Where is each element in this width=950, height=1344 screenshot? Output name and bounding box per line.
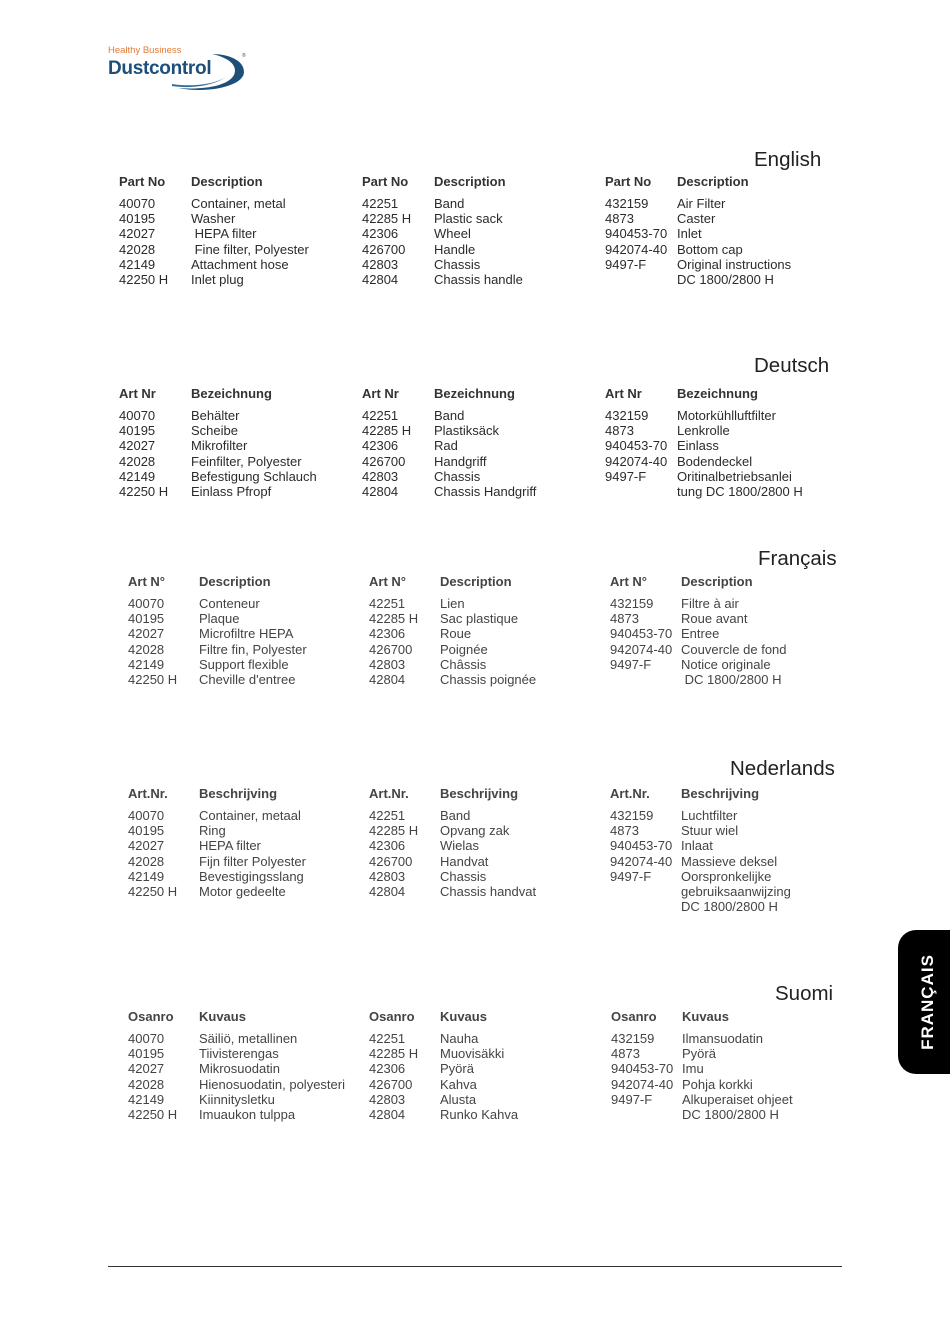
part-number: 42149: [119, 468, 156, 484]
footer-divider: [108, 1266, 842, 1267]
part-number: 42803: [369, 656, 406, 672]
part-number: 9497-F: [611, 1091, 653, 1107]
part-number-header: Art Nr: [362, 386, 399, 401]
logo-name: Dustcontrol: [108, 58, 212, 79]
part-description: Imuaukon tulppa: [199, 1106, 296, 1122]
part-description: Einlass: [677, 438, 719, 454]
description-header: Bezeichnung: [677, 386, 758, 401]
part-description: Motorkühlluftfilter: [677, 408, 776, 423]
part-number-header: Art N°: [369, 574, 406, 589]
part-number: 42285 H: [369, 823, 419, 839]
part-description: HEPA filter: [191, 226, 257, 242]
part-description: DC 1800/2800 H: [681, 671, 782, 687]
part-number: 4873: [605, 211, 634, 227]
description-header: Kuvaus: [199, 1009, 246, 1024]
logo-tagline: Healthy Business: [108, 45, 182, 56]
part-description: DC 1800/2800 H: [681, 899, 778, 915]
part-number: 940453-70: [610, 838, 673, 854]
part-number-header: Osanro: [611, 1009, 657, 1024]
part-number: 42250 H: [119, 483, 169, 499]
part-number: 42028: [119, 453, 156, 469]
part-number: 42027: [119, 438, 156, 454]
description-header: Bezeichnung: [191, 386, 272, 401]
part-number: 4873: [611, 1046, 640, 1062]
part-number: 40070: [119, 408, 156, 423]
part-number: 42306: [362, 438, 399, 454]
section-title: Deutsch: [754, 354, 830, 377]
part-number: 42285 H: [362, 211, 412, 227]
part-description: Kiinnitysletku: [199, 1091, 275, 1107]
part-description: Hienosuodatin, polyesteri: [199, 1076, 345, 1092]
part-description: Befestigung Schlauch: [191, 468, 317, 484]
part-number: 42285 H: [369, 1046, 419, 1062]
part-number: 432159: [611, 1031, 655, 1046]
part-number: 42027: [128, 838, 165, 854]
part-description: Wielas: [440, 838, 480, 854]
part-number: 942074-40: [610, 853, 673, 869]
part-description: DC 1800/2800 H: [682, 1106, 779, 1122]
part-number: 426700: [369, 1076, 413, 1092]
part-number-header: Art N°: [610, 574, 647, 589]
part-number: 42251: [369, 1031, 406, 1046]
part-description: Châssis: [440, 656, 487, 672]
part-number: 42306: [362, 226, 399, 242]
part-description: Chassis Handgriff: [434, 483, 537, 499]
part-number-header: Osanro: [128, 1009, 174, 1024]
part-number: 9497-F: [605, 468, 647, 484]
part-description: Chassis: [440, 868, 487, 884]
part-description: Nauha: [440, 1031, 479, 1046]
part-description: Filtre à air: [681, 596, 739, 611]
part-description: Handle: [434, 241, 476, 257]
part-description: Fijn filter Polyester: [199, 853, 306, 869]
part-description: Inlet: [677, 226, 702, 242]
part-description: HEPA filter: [199, 838, 261, 854]
part-number: 40070: [128, 808, 165, 823]
part-number: 432159: [605, 196, 649, 211]
part-number: 432159: [605, 408, 649, 423]
part-description: Behälter: [191, 408, 240, 423]
part-description: Container, metal: [191, 196, 286, 211]
part-number: 42803: [369, 1091, 406, 1107]
part-description: Washer: [191, 211, 236, 227]
part-description: Plaque: [199, 611, 240, 627]
part-description: Notice originale: [681, 656, 771, 672]
part-description: Chassis: [434, 256, 481, 272]
part-number-header: Art.Nr.: [128, 786, 168, 801]
part-number: 42306: [369, 626, 406, 642]
part-number-header: Art.Nr.: [610, 786, 650, 801]
part-description: Original instructions: [677, 256, 792, 272]
part-description: Pyörä: [440, 1061, 474, 1077]
section-title: Suomi: [775, 982, 834, 1005]
part-description: Ilmansuodatin: [682, 1031, 763, 1046]
part-number: 4873: [610, 823, 639, 839]
part-description: Sac plastique: [440, 611, 519, 627]
part-description: Oorspronkelijke: [681, 868, 772, 884]
part-description: Bevestigingsslang: [199, 868, 304, 884]
part-number: 40070: [119, 196, 156, 211]
part-description: Opvang zak: [440, 823, 510, 839]
part-description: Tiivisterengas: [199, 1046, 279, 1062]
part-number: 426700: [369, 853, 413, 869]
part-number: 42804: [362, 483, 399, 499]
part-number-header: Art N°: [128, 574, 165, 589]
part-number-header: Part No: [362, 174, 409, 189]
part-description: Motor gedeelte: [199, 883, 286, 899]
part-description: Roue avant: [681, 611, 748, 627]
part-description: Container, metaal: [199, 808, 301, 823]
part-number: 40070: [128, 1031, 165, 1046]
language-tab: [898, 930, 950, 1074]
part-number: 940453-70: [605, 438, 668, 454]
part-number-header: Part No: [605, 174, 652, 189]
part-number: 40195: [119, 211, 156, 227]
part-number-header: Art.Nr.: [369, 786, 409, 801]
part-description: Alkuperaiset ohjeet: [682, 1091, 793, 1107]
part-number: 942074-40: [605, 241, 668, 257]
part-number: 42028: [128, 641, 165, 657]
part-description: Couvercle de fond: [681, 641, 787, 657]
part-description: Feinfilter, Polyester: [191, 453, 302, 469]
part-number: 40070: [128, 596, 165, 611]
part-number: 940453-70: [610, 626, 673, 642]
dustcontrol-logo: [108, 44, 248, 94]
part-number-header: Osanro: [369, 1009, 415, 1024]
part-description: Conteneur: [199, 596, 260, 611]
part-number: 42285 H: [369, 611, 419, 627]
part-description: Alusta: [440, 1091, 477, 1107]
part-number: 42251: [369, 808, 406, 823]
part-number: 42250 H: [128, 883, 178, 899]
part-description: Band: [434, 196, 465, 211]
part-number: 42027: [128, 626, 165, 642]
part-number: 426700: [362, 453, 406, 469]
part-description: gebruiksaanwijzing: [681, 883, 791, 899]
part-number: 942074-40: [610, 641, 673, 657]
part-number: 42251: [362, 408, 399, 423]
part-number: 432159: [610, 808, 654, 823]
part-description: Bodendeckel: [677, 453, 753, 469]
part-description: Caster: [677, 211, 716, 227]
description-header: Beschrijving: [199, 786, 278, 801]
description-header: Description: [434, 174, 506, 189]
part-number: 426700: [369, 641, 413, 657]
part-number: 42803: [369, 868, 406, 884]
description-header: Description: [191, 174, 263, 189]
part-description: Attachment hose: [191, 256, 289, 272]
part-description: Microfiltre HEPA: [199, 626, 294, 642]
part-description: Handgriff: [434, 453, 487, 469]
part-description: Support flexible: [199, 656, 289, 672]
part-number: 42149: [128, 868, 165, 884]
part-number: 4873: [605, 423, 634, 439]
part-number: 40195: [128, 1046, 165, 1062]
part-description: Luchtfilter: [681, 808, 738, 823]
description-header: Beschrijving: [681, 786, 760, 801]
part-number: 42306: [369, 1061, 406, 1077]
part-description: Runko Kahva: [440, 1106, 519, 1122]
part-number: 9497-F: [610, 868, 652, 884]
part-description: Rad: [434, 438, 458, 454]
part-number: 42027: [119, 226, 156, 242]
part-number: 40195: [119, 423, 156, 439]
part-number-header: Art Nr: [605, 386, 642, 401]
part-description: Fine filter, Polyester: [191, 241, 309, 257]
part-description: Muovisäkki: [440, 1046, 505, 1062]
part-number: 42028: [128, 1076, 165, 1092]
part-description: Chassis handvat: [440, 883, 537, 899]
part-description: Scheibe: [191, 423, 238, 439]
part-number: 40195: [128, 611, 165, 627]
part-description: Bottom cap: [677, 241, 743, 257]
language-tab-label: FRANÇAIS: [918, 954, 937, 1050]
part-number: 42149: [128, 1091, 165, 1107]
part-number: 4873: [610, 611, 639, 627]
svg-text:®: ®: [242, 53, 246, 59]
part-description: Wheel: [434, 226, 471, 242]
part-description: Air Filter: [677, 196, 726, 211]
section-title: English: [754, 148, 822, 171]
part-number: 42803: [362, 468, 399, 484]
part-description: Stuur wiel: [681, 823, 739, 839]
part-number: 42250 H: [128, 671, 178, 687]
description-header: Description: [440, 574, 512, 589]
part-description: Mikrosuodatin: [199, 1061, 280, 1077]
part-description: Pohja korkki: [682, 1076, 753, 1092]
part-description: Cheville d'entree: [199, 671, 296, 687]
part-number: 42250 H: [119, 271, 169, 287]
part-description: Plastic sack: [434, 211, 503, 227]
part-description: Chassis poignée: [440, 671, 537, 687]
description-header: Bezeichnung: [434, 386, 515, 401]
part-description: tung DC 1800/2800 H: [677, 483, 803, 499]
part-description: Roue: [440, 626, 472, 642]
part-number: 42306: [369, 838, 406, 854]
part-description: Handvat: [440, 853, 489, 869]
part-description: Inlaat: [681, 838, 713, 854]
part-number: 9497-F: [610, 656, 652, 672]
part-number: 40195: [128, 823, 165, 839]
description-header: Description: [199, 574, 271, 589]
part-description: Lenkrolle: [677, 423, 730, 439]
part-number: 42028: [128, 853, 165, 869]
part-description: Inlet plug: [191, 271, 244, 287]
part-number: 42251: [369, 596, 406, 611]
part-number: 942074-40: [611, 1076, 674, 1092]
part-description: Lien: [440, 596, 465, 611]
part-description: DC 1800/2800 H: [677, 271, 774, 287]
part-description: Band: [434, 408, 465, 423]
part-number: 42149: [119, 256, 156, 272]
part-number-header: Part No: [119, 174, 166, 189]
part-description: Kahva: [440, 1076, 477, 1092]
part-description: Chassis handle: [434, 271, 523, 287]
part-number: 42250 H: [128, 1106, 178, 1122]
part-number: 432159: [610, 596, 654, 611]
description-header: Kuvaus: [440, 1009, 487, 1024]
part-description: Chassis: [434, 468, 481, 484]
description-header: Description: [681, 574, 753, 589]
part-description: Plastiksäck: [434, 423, 500, 439]
part-number: 42028: [119, 241, 156, 257]
part-description: Einlass Pfropf: [191, 483, 272, 499]
part-number: 42149: [128, 656, 165, 672]
part-number: 942074-40: [605, 453, 668, 469]
part-description: Poignée: [440, 641, 488, 657]
part-number: 42804: [369, 883, 406, 899]
part-number: 42803: [362, 256, 399, 272]
part-description: Oritinalbetriebsanlei: [677, 468, 792, 484]
part-number: 9497-F: [605, 256, 647, 272]
part-description: Imu: [682, 1061, 704, 1077]
part-number: 940453-70: [611, 1061, 674, 1077]
part-number: 42251: [362, 196, 399, 211]
part-description: Massieve deksel: [681, 853, 778, 869]
section-title: Nederlands: [730, 757, 835, 780]
part-description: Mikrofilter: [191, 438, 248, 454]
section-title: Français: [758, 547, 837, 570]
description-header: Beschrijving: [440, 786, 519, 801]
part-description: Pyörä: [682, 1046, 716, 1062]
part-description: Band: [440, 808, 471, 823]
description-header: Description: [677, 174, 749, 189]
part-number: 426700: [362, 241, 406, 257]
part-number: 42804: [369, 1106, 406, 1122]
part-description: Ring: [199, 823, 226, 839]
description-header: Kuvaus: [682, 1009, 729, 1024]
part-description: Entree: [681, 626, 720, 642]
part-description: Filtre fin, Polyester: [199, 641, 307, 657]
part-number-header: Art Nr: [119, 386, 156, 401]
part-number: 42027: [128, 1061, 165, 1077]
part-number: 42285 H: [362, 423, 412, 439]
part-number: 940453-70: [605, 226, 668, 242]
part-number: 42804: [369, 671, 406, 687]
part-number: 42804: [362, 271, 399, 287]
part-description: Säiliö, metallinen: [199, 1031, 298, 1046]
